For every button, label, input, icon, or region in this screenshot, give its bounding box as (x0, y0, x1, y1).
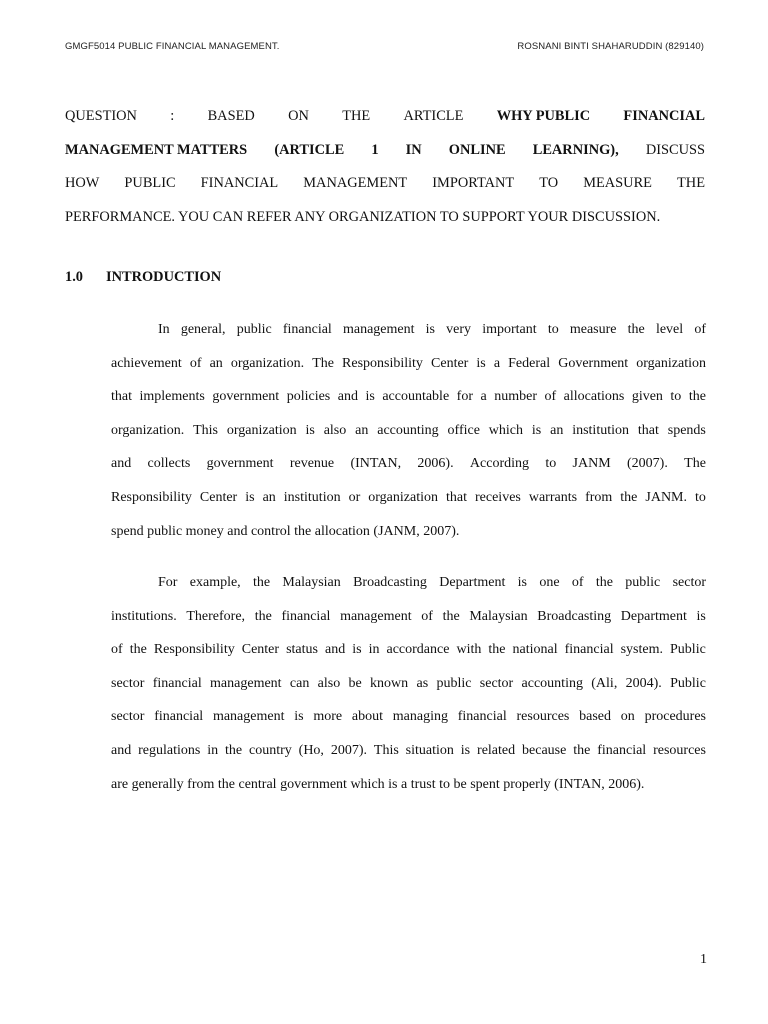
paragraph-word: the (254, 608, 272, 624)
paragraph-word: institutions. (111, 608, 177, 624)
course-code-header: GMGF5014 PUBLIC FINANCIAL MANAGEMENT. (65, 41, 280, 52)
paragraph-line: spend public money and control the allocation (JANM, 2007). (111, 523, 460, 539)
paragraph-line (111, 380, 706, 414)
paragraph-word: warrants (528, 489, 578, 505)
paragraph-word: more (313, 709, 343, 725)
question-word: THE (342, 108, 371, 124)
paragraph-word: organization (636, 355, 706, 371)
paragraph-word: the (129, 642, 147, 658)
article-title-word: ONLINE (448, 141, 506, 158)
paragraph-word: collects (147, 456, 191, 472)
paragraph-word: the (253, 575, 271, 590)
question-line (65, 134, 705, 168)
paragraph-word: resources (516, 709, 570, 725)
paragraph-line: are generally from the central government which is a trust to be spent properly (INTAN, 2006). (111, 776, 645, 792)
paragraph-line (111, 347, 706, 381)
paragraph-word: institution (572, 422, 629, 438)
paragraph-word: JANM (572, 456, 611, 472)
paragraph-word: financial (154, 709, 204, 725)
paragraph-word: Responsibility (153, 642, 235, 658)
paragraph-word: country (249, 742, 292, 758)
paragraph-word: (2007). (627, 456, 668, 472)
paragraph-line (111, 447, 706, 481)
paragraph-word: is (517, 575, 527, 590)
paragraph-word: management (212, 709, 285, 725)
paragraph-word: implements (139, 389, 205, 405)
paragraph-word: the (488, 642, 506, 658)
paragraph-word: This (373, 742, 399, 758)
paragraph-word: institution (283, 489, 341, 505)
paragraph-word: public (625, 575, 661, 590)
paragraph-word: an (355, 422, 369, 438)
paragraph-word: regulations (138, 742, 201, 758)
paragraph-word: management (340, 608, 412, 624)
paragraph-word: and (337, 389, 358, 405)
question-line (65, 201, 705, 235)
paragraph-word: The (312, 355, 334, 371)
paragraph-word: national (512, 642, 558, 658)
paragraph-word: procedures (644, 709, 706, 725)
paragraph-word: general, (180, 322, 226, 337)
paragraph-word: (Ho, (298, 742, 324, 758)
paragraph-word: financial (597, 742, 647, 758)
paragraph-word: is (460, 742, 471, 758)
question-word: QUESTION (65, 108, 137, 124)
paragraph-word: be (348, 675, 362, 691)
paragraph-line (111, 734, 706, 768)
paragraph-word: and (111, 742, 132, 758)
article-title-word: WHY PUBLIC (496, 108, 591, 124)
paragraph-word: of (544, 389, 557, 405)
paragraph-word: as (416, 675, 429, 691)
paragraph-word: Department (439, 575, 506, 590)
paragraph-line (111, 566, 706, 600)
paragraph-word: on (620, 709, 635, 725)
paragraph-word: resources (653, 742, 706, 758)
paragraph-word: Public (670, 675, 706, 691)
paragraph-word: very (446, 322, 472, 337)
paragraph-line (111, 600, 706, 634)
paragraph-word: policies (286, 389, 331, 405)
paragraph-word: one (539, 575, 560, 590)
question-word: IMPORTANT (432, 175, 515, 192)
paragraph-word: accountable (382, 389, 450, 405)
paragraph-word: Government (558, 355, 629, 371)
paragraph-word: Center (199, 489, 238, 505)
paragraph-word: office (447, 422, 480, 438)
article-title-word: FINANCIAL (623, 108, 705, 124)
question-word: DISCUSS (645, 141, 705, 158)
question-word: HOW (65, 175, 100, 192)
paragraph-word: financial (282, 322, 332, 337)
section-title: INTRODUCTION (106, 269, 222, 285)
paragraph-word: sector (111, 675, 145, 691)
paragraph-word: financial (152, 675, 202, 691)
paragraph-word: in (368, 642, 380, 658)
paragraph-word: an (262, 489, 276, 505)
paragraph-word: because (522, 742, 567, 758)
paragraph-word: is (425, 322, 436, 337)
paragraph-word: Public (670, 642, 706, 658)
paragraph-word: and (111, 456, 132, 472)
paragraph-word: Malaysian (282, 575, 341, 590)
paragraph-word: revenue (289, 456, 335, 472)
paragraph-word: 2004). (625, 675, 662, 691)
paragraph-word: sector (479, 675, 514, 691)
paragraph-word: from (585, 489, 613, 505)
paragraph-word: of (189, 355, 202, 371)
paragraph-word: which (488, 422, 524, 438)
paragraph (111, 566, 706, 801)
paragraph-word: sector (111, 709, 145, 725)
paragraph-word: based (579, 709, 612, 725)
paragraph-word: is (531, 422, 542, 438)
question-line (65, 167, 705, 201)
paragraph-word: is (476, 355, 486, 371)
paragraph-word: to (547, 322, 559, 337)
question-word: ARTICLE (403, 108, 464, 124)
question-word: : (170, 108, 175, 124)
paragraph-word: accordance (386, 642, 450, 658)
paragraph-word: Center (431, 355, 469, 371)
question-line (65, 100, 705, 134)
paragraph-word: government (206, 456, 274, 472)
paragraph-word: status (286, 642, 318, 658)
paragraph-word: JANM. (645, 489, 688, 505)
paragraph-line (111, 633, 706, 667)
question-word: FINANCIAL (200, 175, 279, 192)
paragraph-word: is (365, 389, 375, 405)
paragraph-word: financial (457, 709, 507, 725)
paragraph-word: the (442, 608, 460, 624)
paragraph-line (111, 414, 706, 448)
paragraph-word: measure (569, 322, 617, 337)
paragraph-word: for (456, 389, 473, 405)
page-number: 1 (700, 952, 707, 967)
paragraph-word: to (545, 456, 557, 472)
paragraph-word: (INTAN, (350, 456, 402, 472)
paragraph-word: and (324, 642, 346, 658)
paragraph-word: example, (189, 575, 241, 590)
author-header: ROSNANI BINTI SHAHARUDDIN (829140) (517, 41, 704, 52)
paragraph-word: Malaysian (469, 608, 528, 624)
article-title-word: MANAGEMENT MATTERS (65, 141, 248, 158)
paragraph (111, 313, 706, 548)
paragraph-line (111, 313, 706, 347)
article-title-word: 1 (371, 141, 379, 158)
paragraph-word: 2006). (417, 456, 454, 472)
paragraph-word: organization (226, 422, 297, 438)
paragraph-word: of (571, 575, 584, 590)
paragraph-word: managing (392, 709, 448, 725)
paragraph-word: is (352, 642, 362, 658)
paragraph-word: organization. (230, 355, 305, 371)
section-number: 1.0 (65, 269, 83, 285)
paragraph-line (111, 667, 706, 701)
paragraph-word: given (631, 389, 663, 405)
paragraph-word: allocations (563, 389, 625, 405)
paragraph-word: level (655, 322, 684, 337)
paragraph-word: of (421, 608, 433, 624)
paragraph-word: also (323, 422, 347, 438)
paragraph-word: Therefore, (186, 608, 246, 624)
question-word: THE (677, 175, 705, 192)
paragraph-word: financial (281, 608, 331, 624)
article-title-word: IN (405, 141, 422, 158)
paragraph-word: receives (475, 489, 521, 505)
paragraph-word: an (209, 355, 223, 371)
paragraph-word: the (620, 489, 638, 505)
article-title-word: (ARTICLE (274, 141, 345, 158)
paragraph-word: known (370, 675, 409, 691)
question-word: MANAGEMENT (303, 175, 408, 192)
question-word: ON (288, 108, 309, 124)
paragraph-word: In (158, 322, 170, 337)
paragraph-word: For (158, 575, 178, 590)
paragraph-word: 2007). (330, 742, 367, 758)
paragraph-word: with (456, 642, 482, 658)
paragraph-word: Center (241, 642, 280, 658)
question-block (65, 100, 705, 234)
paragraph-word: the (595, 575, 613, 590)
paragraph-line (111, 481, 706, 515)
paragraph-word: that (637, 422, 659, 438)
paragraph-word: The (684, 456, 706, 472)
paragraph-word: spends (667, 422, 706, 438)
paragraph-word: of (694, 322, 706, 337)
paragraph-word: management (342, 322, 415, 337)
question-word: MEASURE (583, 175, 652, 192)
paragraph-word: organization (368, 489, 438, 505)
paragraph-word: situation (405, 742, 454, 758)
paragraph-word: organization. (111, 422, 185, 438)
paragraph-word: is (305, 422, 315, 438)
paragraph-word: system. (620, 642, 663, 658)
paragraph-word: Responsibility (111, 489, 192, 505)
paragraph-word: is (696, 608, 706, 624)
paragraph-word: Federal (508, 355, 551, 371)
paragraph-word: management (210, 675, 282, 691)
paragraph-word: of (111, 642, 123, 658)
paragraph-word: Responsibility (342, 355, 423, 371)
paragraph-word: (Ali, (591, 675, 618, 691)
paragraph-word: or (348, 489, 361, 505)
paragraph-word: According (469, 456, 529, 472)
paragraph-word: Broadcasting (537, 608, 612, 624)
paragraph-word: Department (620, 608, 687, 624)
paragraph-word: number (494, 389, 537, 405)
paragraph-word: the (573, 742, 591, 758)
paragraph-word: to (695, 489, 706, 505)
paragraph-word: in (207, 742, 219, 758)
paragraph-word: government (212, 389, 280, 405)
paragraph-word: a (480, 389, 487, 405)
paragraph-word: achievement (111, 355, 182, 371)
question-word: PUBLIC (124, 175, 176, 192)
paragraph-word: related (477, 742, 516, 758)
question-word: BASED (207, 108, 255, 124)
paragraph-word: accounting (521, 675, 583, 691)
paragraph-word: accounting (377, 422, 439, 438)
question-word: PERFORMANCE. YOU CAN REFER ANY ORGANIZATION TO SUPPORT YOUR DISCUSSION. (65, 208, 661, 225)
paragraph-word: also (317, 675, 341, 691)
article-title-word: LEARNING), (532, 141, 619, 158)
paragraph-word: an (550, 422, 564, 438)
paragraph-word: can (289, 675, 310, 691)
paragraph-line (111, 700, 706, 734)
paragraph-word: is (294, 709, 304, 725)
paragraph-word: is (245, 489, 255, 505)
paragraph-word: that (446, 489, 467, 505)
paragraph-word: sector (672, 575, 706, 590)
paragraph-word: This (193, 422, 218, 438)
paragraph-word: public (236, 322, 272, 337)
paragraph-word: Broadcasting (353, 575, 427, 590)
paragraph-word: the (688, 389, 706, 405)
paragraph-word: important (482, 322, 537, 337)
paragraph-word: that (111, 389, 132, 405)
question-word: TO (539, 175, 559, 192)
paragraph-word: to (670, 389, 682, 405)
paragraph-word: the (627, 322, 645, 337)
section-heading (65, 269, 221, 286)
paragraph-word: a (493, 355, 501, 371)
page-header (65, 41, 704, 55)
paragraph-word: about (351, 709, 383, 725)
paragraph-word: financial (564, 642, 614, 658)
paragraph-word: the (225, 742, 243, 758)
paragraph-word: public (436, 675, 472, 691)
